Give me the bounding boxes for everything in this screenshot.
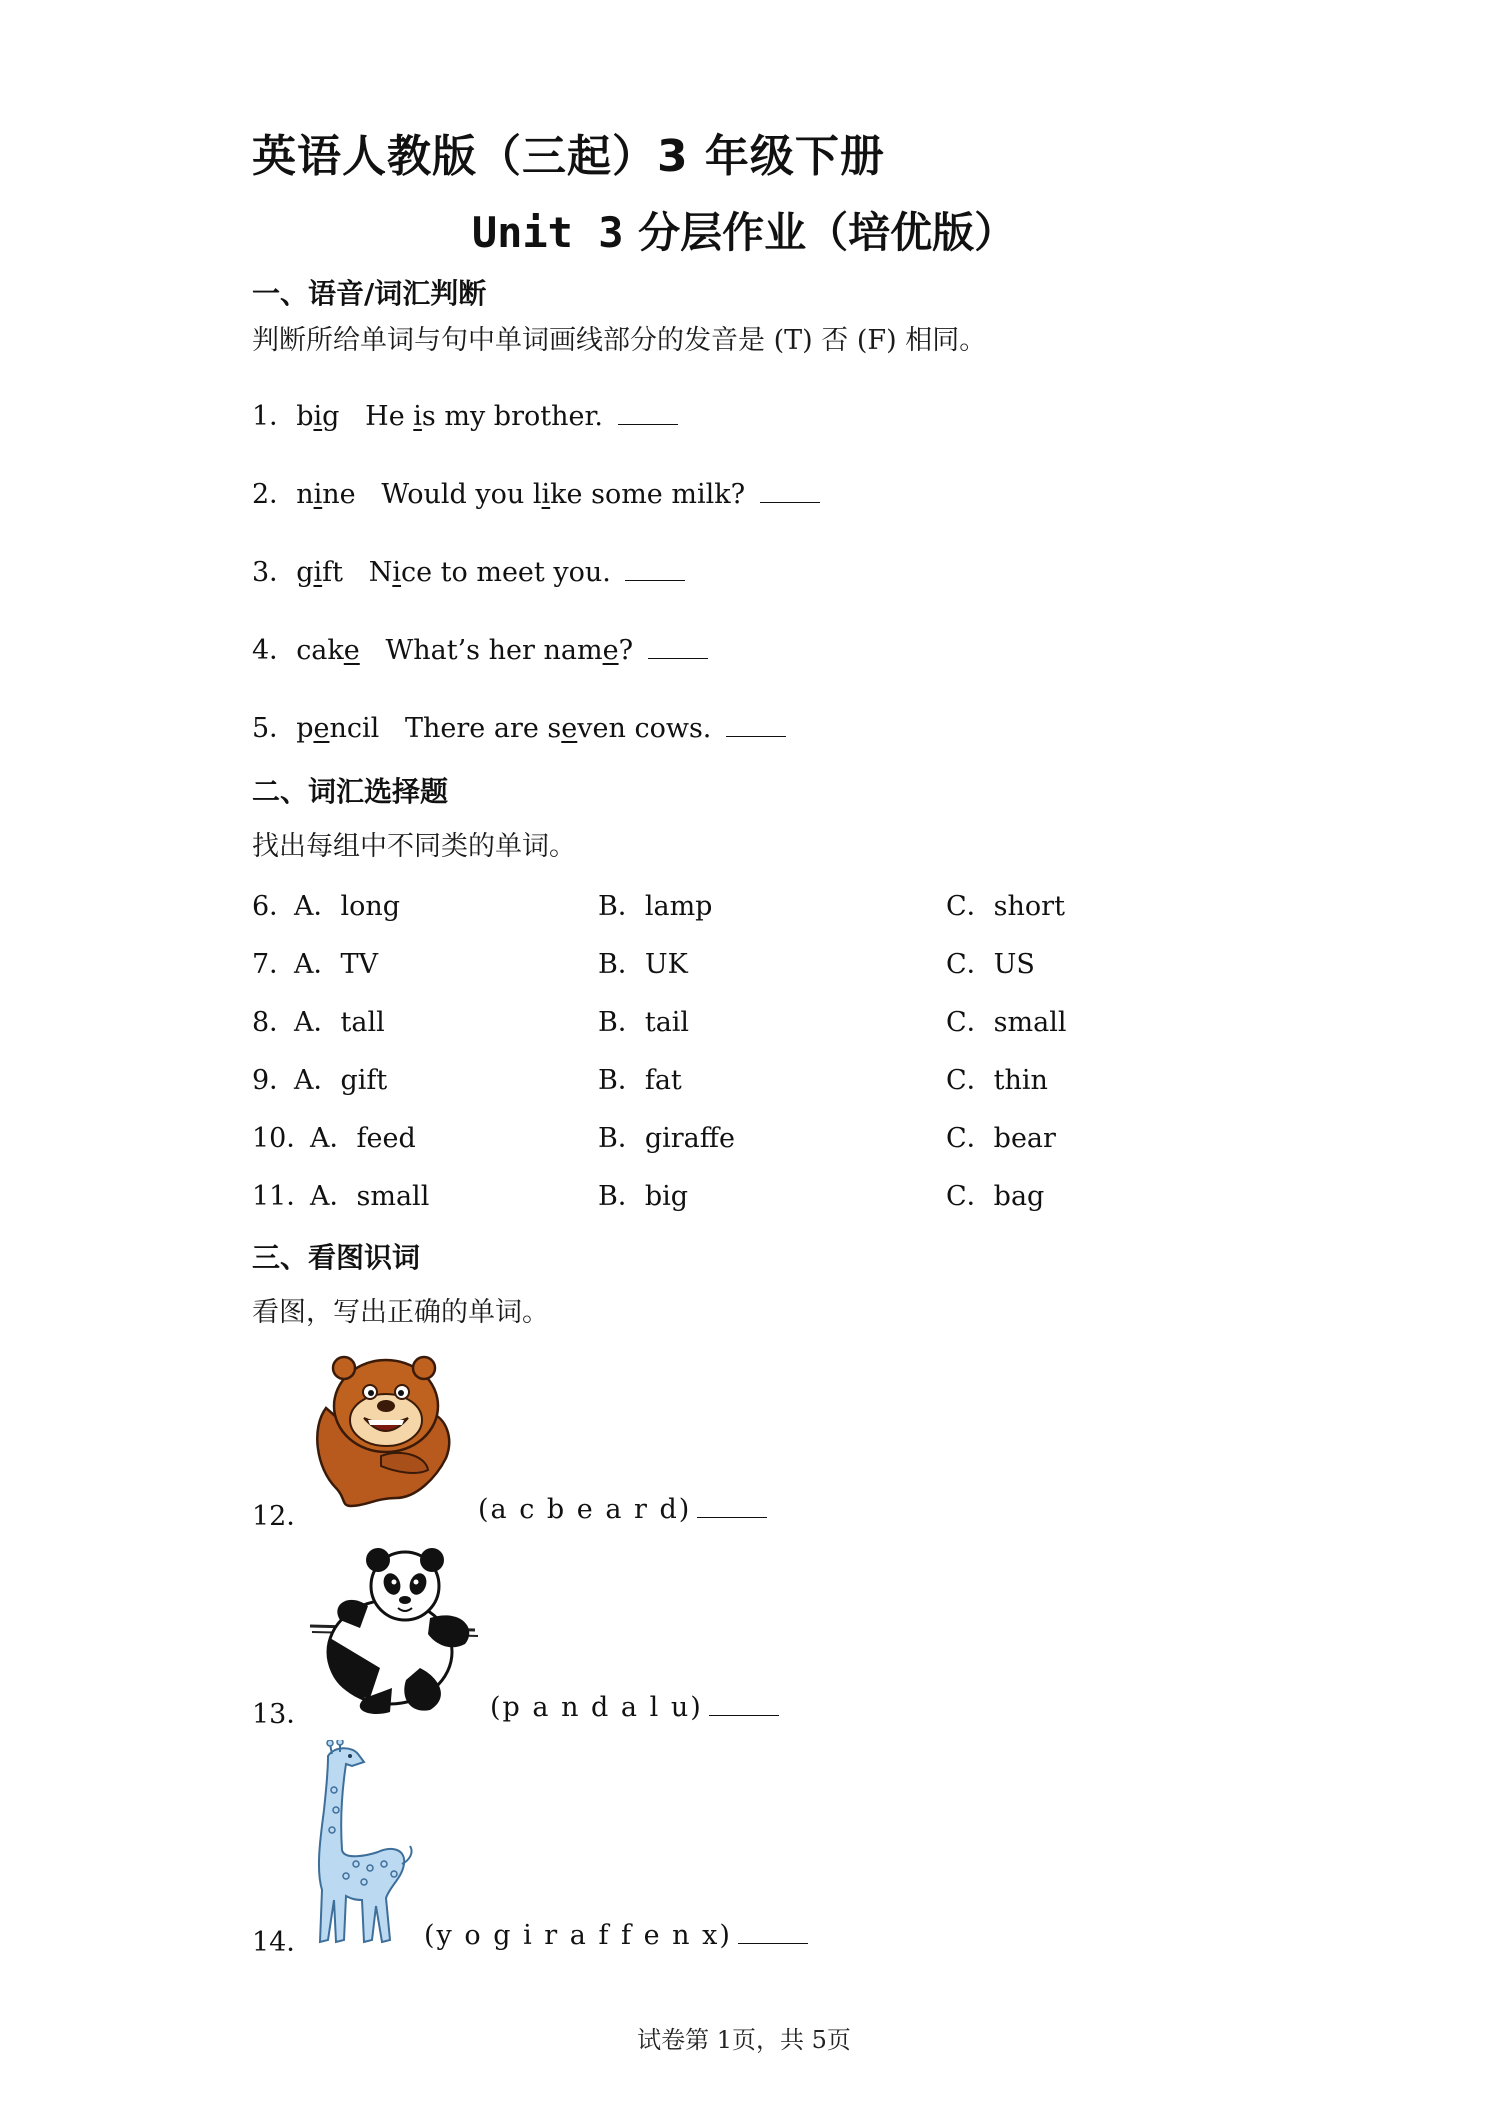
page-subtitle	[0, 200, 1488, 260]
option-b[interactable]: B．fat	[598, 1065, 682, 1096]
answer-blank[interactable]	[625, 558, 685, 581]
section-instruction-2: 找出每组中不同类的单词。	[252, 831, 576, 862]
section-heading-3: 三、看图识词	[252, 1241, 421, 1274]
page-title: 英语人教版（三起）3 年级下册	[252, 131, 885, 182]
question-1: 1．big He is my brother.	[252, 394, 678, 433]
choice-row-9: 9． A．gift B．fat C．thin	[252, 1058, 1252, 1098]
option-b[interactable]: B．lamp	[598, 891, 713, 922]
section-heading-2: 二、词汇选择题	[252, 775, 449, 808]
answer-blank[interactable]	[760, 480, 820, 503]
section-instruction-3: 看图，写出正确的单词。	[252, 1297, 549, 1328]
option-b[interactable]: B．tail	[598, 1007, 690, 1038]
choice-row-10: 10． A．feed B．giraffe C．bear	[252, 1116, 1252, 1156]
option-b[interactable]: B．big	[598, 1181, 689, 1212]
option-c[interactable]: C．bag	[946, 1181, 1045, 1212]
choice-row-7: 7． A．TV B．UK C．US	[252, 942, 1252, 982]
question-4: 4．cake What’s her name?	[252, 628, 708, 667]
option-c[interactable]: C．short	[946, 891, 1065, 922]
option-a[interactable]: A．small	[310, 1181, 430, 1212]
answer-blank[interactable]	[697, 1495, 767, 1518]
choice-row-11: 11． A．small B．big C．bag	[252, 1174, 1252, 1214]
option-c[interactable]: C．US	[946, 949, 1035, 980]
section-heading-1: 一、语音/词汇判断	[252, 277, 487, 310]
subtitle-rest: 分层作业（培优版）	[638, 208, 1017, 257]
choice-row-8: 8． A．tall B．tail C．small	[252, 1000, 1252, 1040]
option-a[interactable]: A．TV	[294, 949, 379, 980]
option-c[interactable]: C．bear	[946, 1123, 1056, 1154]
giraffe-icon	[306, 1740, 416, 1950]
option-b[interactable]: B．giraffe	[598, 1123, 735, 1154]
answer-blank[interactable]	[738, 1921, 808, 1944]
letter-hint-14: (y o g i r a f f e n x)	[424, 1920, 808, 1951]
bear-icon	[306, 1348, 456, 1508]
picture-question-13: 13．	[252, 1699, 314, 1730]
option-a[interactable]: A．gift	[294, 1065, 388, 1096]
answer-blank[interactable]	[618, 402, 678, 425]
option-c[interactable]: C．thin	[946, 1065, 1048, 1096]
answer-blank[interactable]	[709, 1693, 779, 1716]
section-instruction-1: 判断所给单词与句中单词画线部分的发音是 (T) 否 (F) 相同。	[252, 325, 987, 356]
picture-question-14: 14．	[252, 1927, 314, 1958]
question-3: 3．gift Nice to meet you.	[252, 550, 685, 589]
answer-blank[interactable]	[648, 636, 708, 659]
option-c[interactable]: C．small	[946, 1007, 1067, 1038]
panda-icon	[310, 1548, 480, 1718]
option-a[interactable]: A．long	[294, 891, 401, 922]
answer-blank[interactable]	[726, 714, 786, 737]
letter-hint-13: (p a n d a l u)	[490, 1692, 779, 1723]
page-footer: 试卷第 1页，共 5页	[637, 2026, 851, 2054]
option-a[interactable]: A．feed	[310, 1123, 416, 1154]
question-2: 2．nine Would you like some milk?	[252, 472, 820, 511]
letter-hint-12: (a c b e a r d)	[478, 1494, 767, 1525]
question-5: 5．pencil There are seven cows.	[252, 706, 786, 745]
option-a[interactable]: A．tall	[294, 1007, 385, 1038]
choice-row-6: 6． A．long B．lamp C．short	[252, 884, 1252, 924]
option-b[interactable]: B．UK	[598, 949, 688, 980]
unit-label: Unit 3	[471, 208, 624, 257]
picture-question-12: 12．	[252, 1501, 314, 1532]
